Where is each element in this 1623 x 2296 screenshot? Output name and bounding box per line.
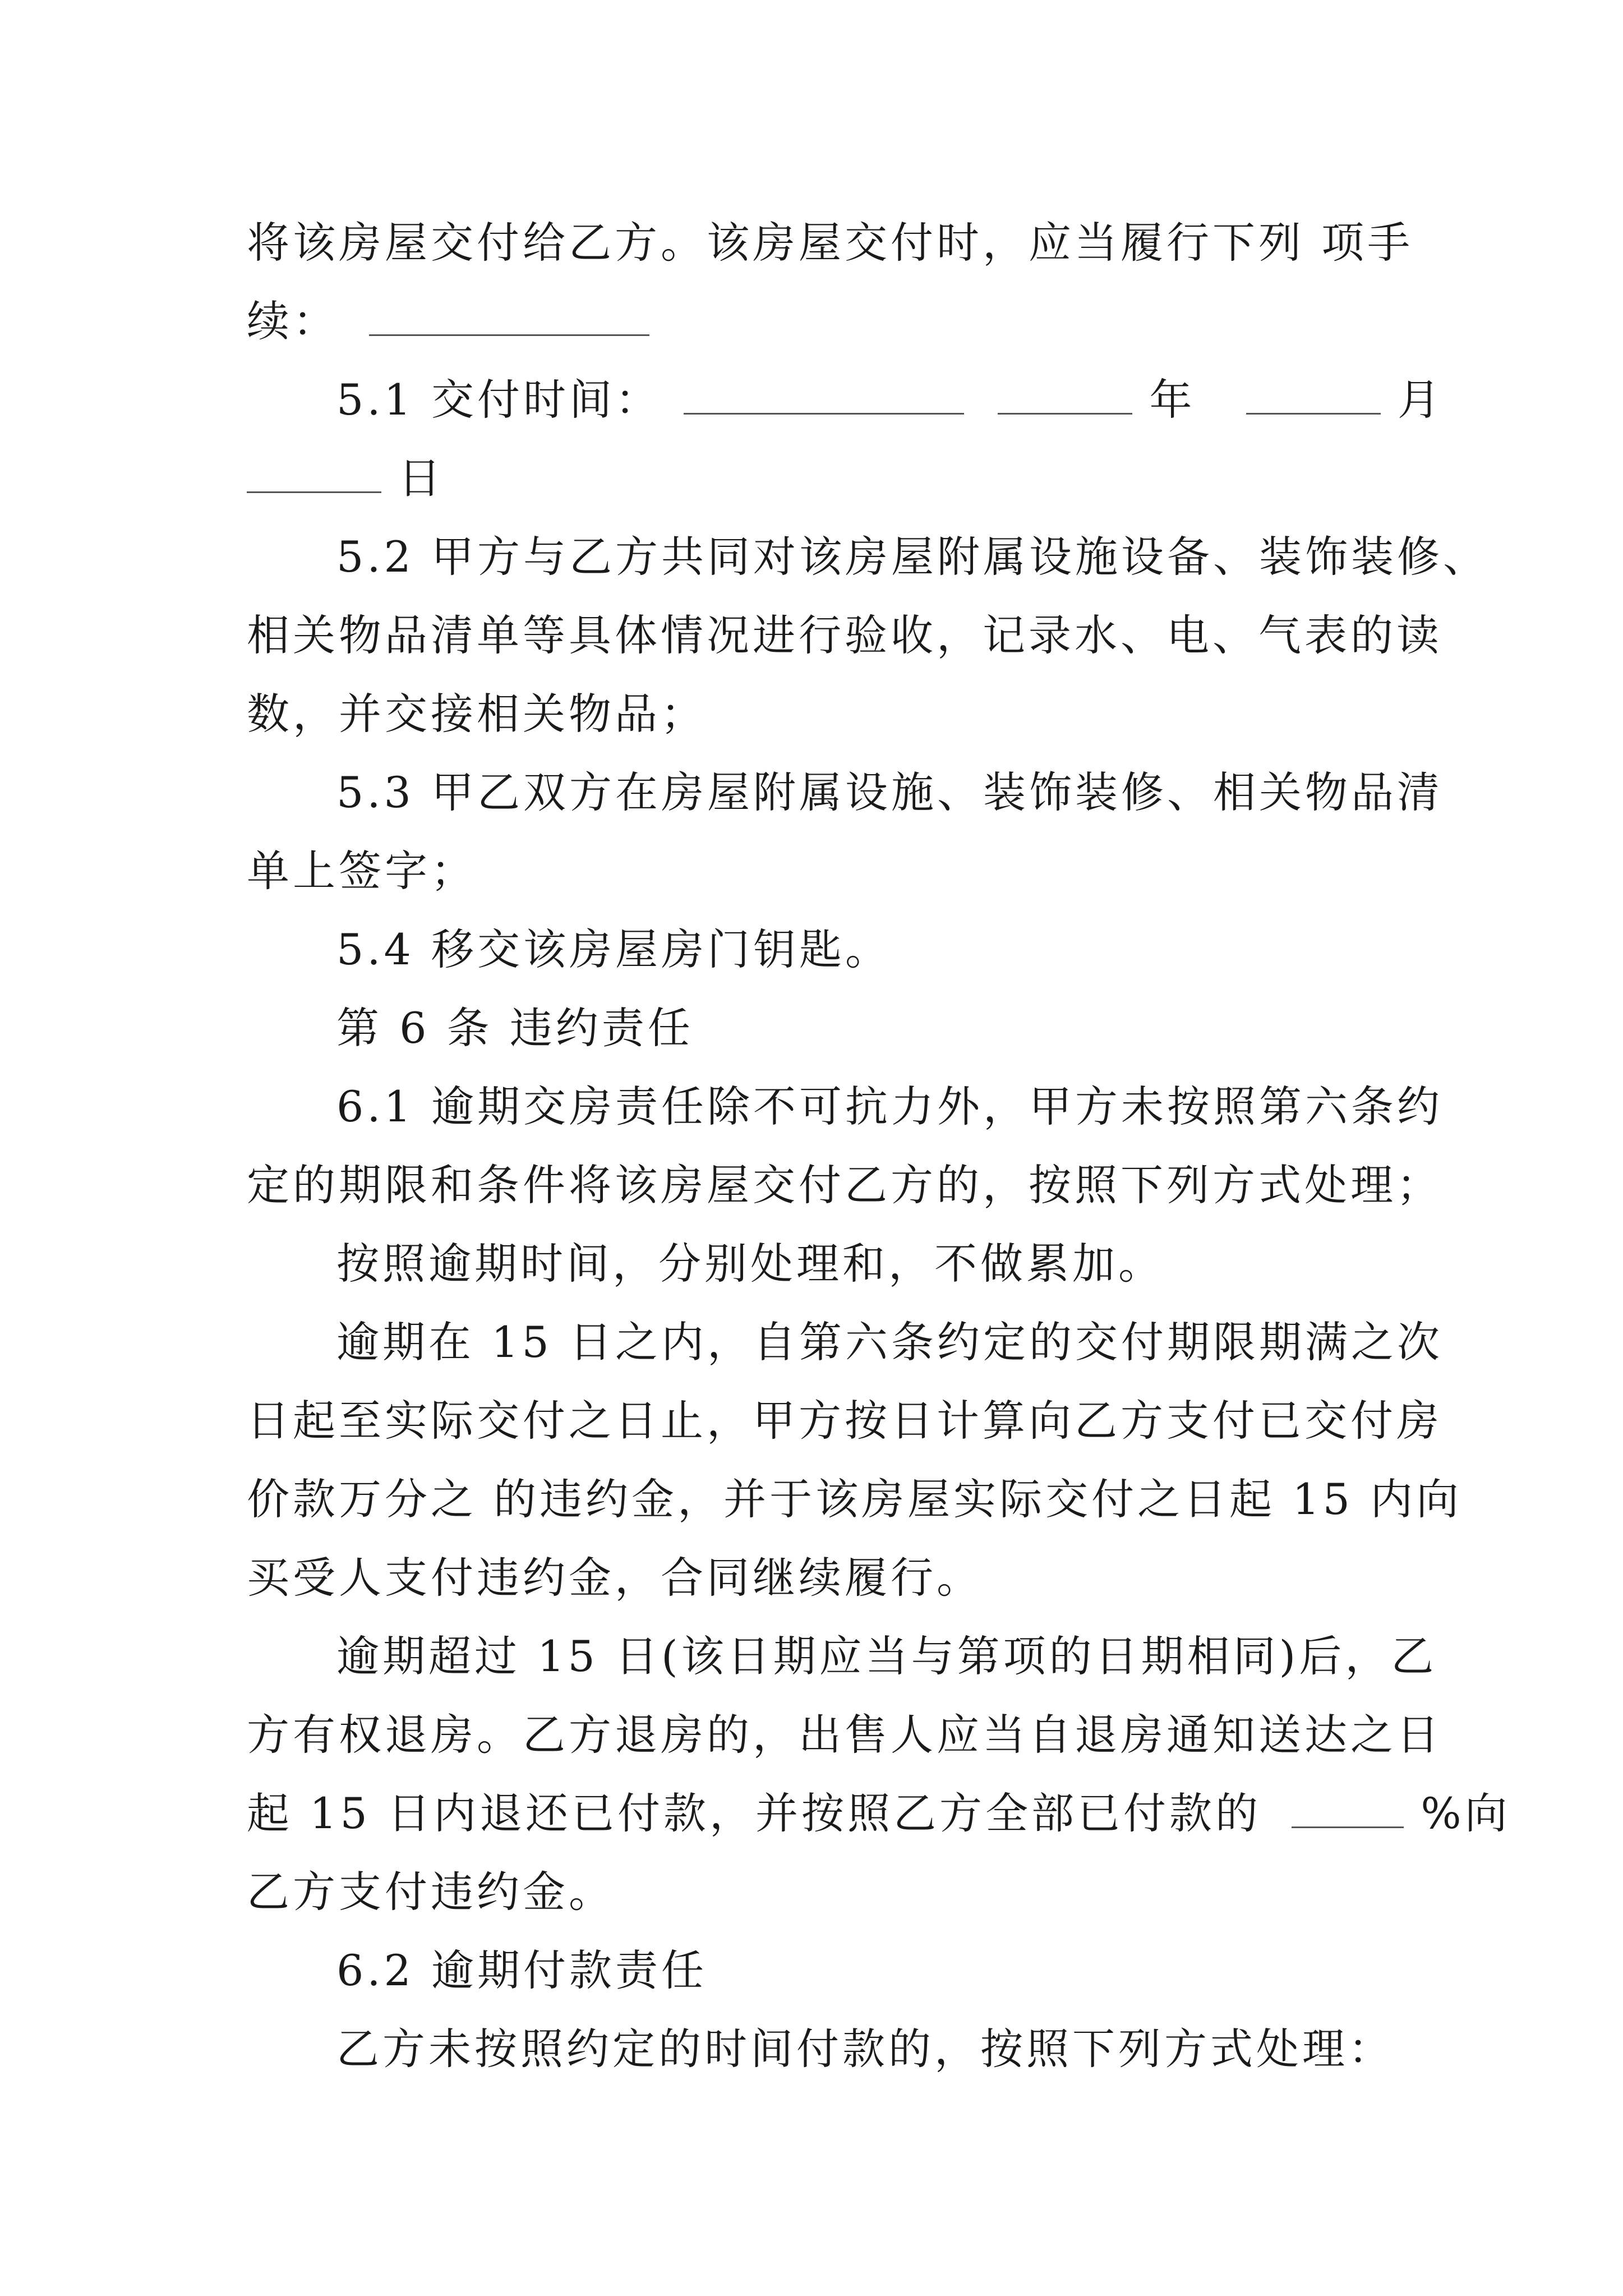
text-line: 6.1 逾期交房责任除不可抗力外，甲方未按照第六条约 [336,1082,1444,1131]
text-line: 买受人支付违约金，合同继续履行。 [247,1553,983,1603]
text-line: 逾期在 15 日之内，自第六条约定的交付期限期满之次 [336,1317,1444,1367]
section-heading: 第 6 条 违约责任 [336,1003,694,1053]
text-line: 逾期超过 15 日(该日期应当与第项的日期相同)后，乙 [336,1631,1437,1681]
text-line: 5.3 甲乙双方在房屋附属设施、装饰装修、相关物品清 [336,767,1444,817]
text-fragment: 5.1 交付时间： [336,375,662,425]
text-line: 日起至实际交付之日止，甲方按日计算向乙方支付已交付房 [247,1396,1442,1446]
text-line [336,373,1481,427]
text-line [247,1787,1511,1841]
text-line: 6.2 逾期付款责任 [336,1945,708,1995]
text-line [247,452,1391,505]
text-line: 5.4 移交该房屋房门钥匙。 [336,924,892,974]
text-fragment: %向 [1421,1788,1511,1838]
text-line [247,295,1391,348]
text-line: 乙方未按照约定的时间付款的，按照下列方式处理： [336,2024,1394,2074]
text-line: 价款万分之 的违约金，并于该房屋实际交付之日起 15 内向 [247,1474,1463,1524]
blank-field[interactable] [369,295,649,336]
text-line: 方有权退房。乙方退房的，出售人应当自退房通知送达之日 [247,1710,1442,1760]
text-line: 将该房屋交付给乙方。该房屋交付时，应当履行下列 项手 [247,218,1414,268]
text-fragment: 日 [398,453,445,503]
blank-field[interactable] [998,374,1132,415]
blank-field[interactable] [1292,1787,1404,1828]
text-line: 按照逾期时间，分别处理和，不做累加。 [336,1239,1164,1289]
text-fragment: 年 [1149,375,1196,425]
text-line: 数，并交接相关物品； [247,689,707,739]
text-line: 定的期限和条件将该房屋交付乙方的，按照下列方式处理； [247,1160,1442,1210]
text-line: 相关物品清单等具体情况进行验收，记录水、电、气表的读 [247,610,1442,660]
text-fragment: 月 [1397,375,1444,425]
text-fragment: 起 15 日内退还已付款，并按照乙方全部已付款的 [247,1788,1262,1838]
text-line: 乙方支付违约金。 [247,1867,615,1917]
text-line: 单上签字； [247,846,477,896]
text-fragment: 续： [247,296,339,346]
blank-field[interactable] [684,374,964,415]
text-line: 5.2 甲方与乙方共同对该房屋附属设施设备、装饰装修、 [336,532,1490,582]
blank-field[interactable] [247,452,381,493]
blank-field[interactable] [1246,374,1381,415]
